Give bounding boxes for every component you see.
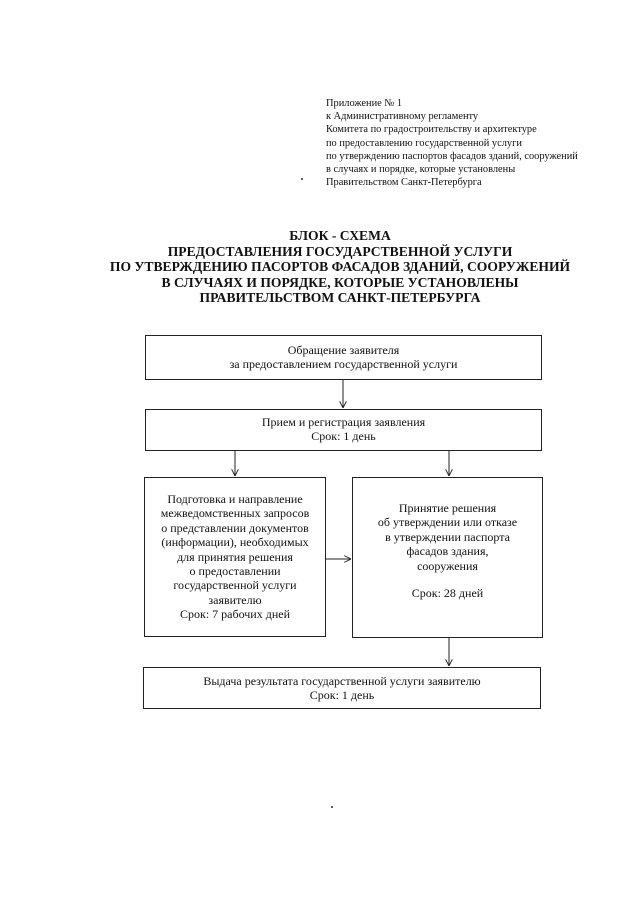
step-term: Срок: 1 день — [311, 429, 376, 444]
step-text: за предоставлением государственной услуги — [229, 357, 458, 372]
title-line: ПРАВИТЕЛЬСТВОМ САНКТ-ПЕТЕРБУРГА — [199, 290, 481, 306]
scan-speck — [301, 178, 303, 180]
title-line: ПРЕДОСТАВЛЕНИЯ ГОСУДАРСТВЕННОЙ УСЛУГИ — [167, 243, 513, 259]
step-text: государственной услуги — [173, 578, 297, 593]
appendix-line: Приложение № 1 — [326, 98, 403, 109]
step-text: Выдача результата государственной услуги заявителю — [203, 674, 481, 688]
appendix-line: по предоставлению государственной услуги — [326, 137, 522, 149]
step-text: (информации), необходимых — [161, 535, 309, 550]
step-text: заявителю — [208, 592, 262, 607]
step-term: Срок: 7 рабочих дней — [179, 607, 291, 622]
title-line: БЛОК - СХЕМА — [289, 228, 391, 243]
step-result-issuance-box — [143, 667, 541, 709]
step-term: Срок: 28 дней — [411, 586, 484, 601]
step-text: Прием и регистрация заявления — [261, 415, 426, 429]
step-text: сооружения — [417, 558, 478, 573]
step-decision-box — [352, 477, 543, 638]
step-term: Срок: 1 день — [309, 688, 375, 703]
step-text: о предоставлении — [189, 564, 281, 579]
step-text: Подготовка и направление — [167, 492, 303, 506]
step-registration-box — [145, 409, 542, 451]
step-text: об утверждении или отказе — [377, 515, 518, 530]
step-text: межведомственных запросов — [160, 506, 310, 521]
step-application-box — [145, 335, 542, 380]
appendix-line: в случаях и порядке, которые установлены — [326, 164, 516, 176]
step-text: в утверждении паспорта — [385, 529, 510, 544]
appendix-line: Комитета по градостроительству и архитектуре — [326, 124, 537, 136]
title-line: ПО УТВЕРЖДЕНИЮ ПАСОРТОВ ФАСАДОВ ЗДАНИЙ, СООРУЖЕНИЙ — [109, 259, 571, 275]
step-text: фасадов здания, — [406, 544, 489, 559]
appendix-line: Правительством Санкт-Петербурга — [326, 177, 482, 189]
title-line: В СЛУЧАЯХ И ПОРЯДКЕ, КОТОРЫЕ УСТАНОВЛЕНЫ — [161, 274, 519, 290]
appendix-line: к Административному регламенту — [326, 111, 479, 123]
step-text: для принятия решения — [177, 549, 293, 564]
scan-speck — [331, 806, 333, 808]
step-text: Принятие решения — [398, 501, 497, 515]
step-text: о представлении документов — [161, 520, 309, 535]
step-interagency-requests-box — [144, 477, 326, 637]
step-text: Обращение заявителя — [287, 343, 400, 357]
appendix-line: по утверждению паспортов фасадов зданий, сооружений — [326, 150, 578, 162]
